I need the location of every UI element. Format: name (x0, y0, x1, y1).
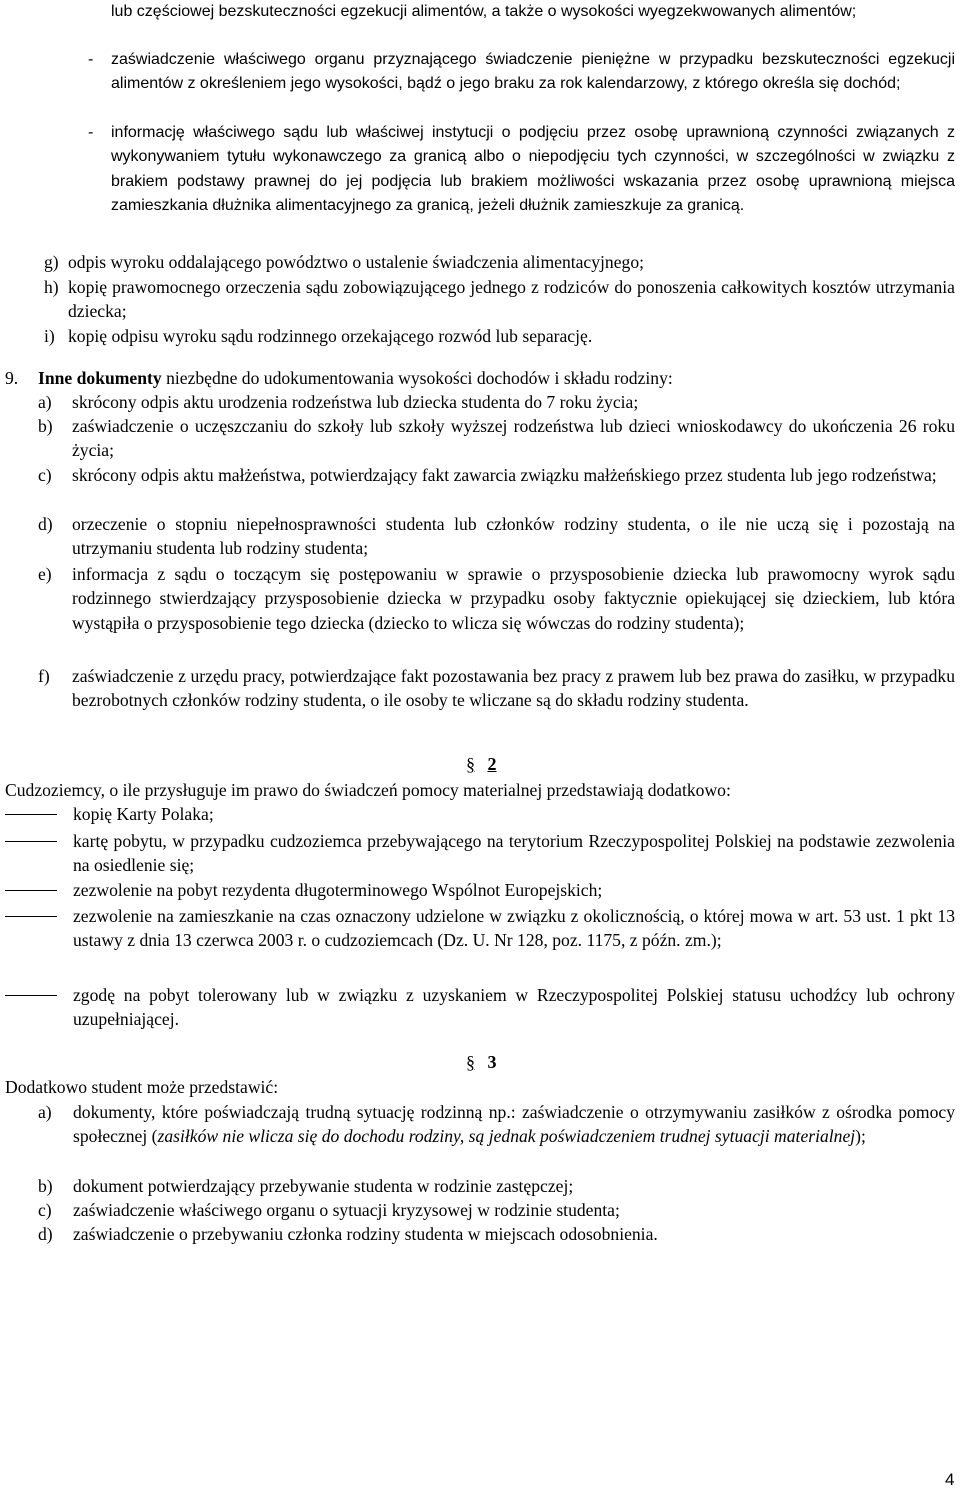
dash-marker: - (88, 51, 94, 68)
item-text-italic: zasiłków nie wlicza się do dochodu rodziny, są jednak poświadczeniem trudnej sytuacji materialnej (157, 1126, 856, 1147)
paragraph-sign: § (466, 1052, 475, 1072)
item-text: zezwolenie na pobyt rezydenta długoterminowego Wspólnot Europejskich; (73, 880, 603, 900)
item-text: zaświadczenie z urzędu pracy, potwierdzające fakt pozostawania bez pracy z prawem lub bez prawa do zasiłku, w przypadku bezrobotnych członków rodziny studenta, o ile osoby te wliczane są do składu rodziny studenta. (72, 666, 955, 711)
section-9-lead-bold: Inne dokumenty (38, 368, 162, 388)
item-text: kartę pobytu, w przypadku cudzoziemca przebywającego na terytorium Rzeczypospolitej Polskiej na podstawie zezwolenia na osiedlenie się; (73, 831, 955, 876)
paragraph-number: 3 (487, 1052, 497, 1072)
paragraph-2-heading (466, 752, 497, 776)
item-marker: i) (44, 326, 55, 346)
item-marker: b) (38, 1176, 53, 1196)
item-marker: g) (44, 252, 59, 272)
item-marker: f) (38, 666, 50, 686)
item-marker: c) (38, 465, 52, 485)
item-text: skrócony odpis aktu małżeństwa, potwierdzający fakt zawarcia związku małżeńskiego przez studenta lub jego rodzeństwa; (72, 465, 937, 485)
item-marker: e) (38, 564, 52, 584)
page-number: 4 (945, 1470, 955, 1489)
paragraph-2-intro: Cudzoziemcy, o ile przysługuje im prawo do świadczeń pomocy materialnej przedstawiają dodatkowo: (5, 780, 731, 800)
item-text-regular: dokumenty, które poświadczają trudną sytuację rodzinną np.: zaświadczenie o otrzymywaniu zasiłków z ośrodka pomocy społecznej ( (73, 1102, 955, 1147)
item-text: kopię odpisu wyroku sądu rodzinnego orzekającego rozwód lub separację. (68, 326, 593, 346)
paragraph-3-intro: Dodatkowo student może przedstawić: (5, 1077, 279, 1097)
item-marker: a) (38, 1102, 52, 1122)
dash-marker: - (88, 124, 94, 141)
item-marker: d) (38, 1224, 53, 1244)
paragraph-sign: § (466, 754, 475, 774)
item-text: zaświadczenie właściwego organu o sytuacji kryzysowej w rodzinie studenta; (73, 1200, 620, 1220)
dash-item-text: zaświadczenie właściwego organu przyznającego świadczenie pieniężne w przypadku bezskuteczności egzekucji alimentów z określeniem jego wysokości, bądź o jego braku za rok kalendarzowy, z którego określa się dochód; (111, 51, 955, 93)
item-text: dokument potwierdzający przebywanie studenta w rodzinie zastępczej; (73, 1176, 574, 1196)
item-text: orzeczenie o stopniu niepełnosprawności studenta lub członków rodziny studenta, o ile nie uczą się i pozostają na utrzymaniu studenta lub rodziny studenta; (72, 514, 955, 559)
item-text: zaświadczenie o przebywaniu członka rodziny studenta w miejscach odosobnienia. (73, 1224, 658, 1244)
long-dash-marker (5, 995, 57, 996)
item-text-tail: ); (855, 1126, 866, 1147)
paragraph-number: 2 (487, 754, 497, 774)
long-dash-marker (5, 890, 57, 891)
section-9-lead-rest: niezbędne do udokumentowania wysokości dochodów i składu rodziny: (161, 368, 673, 388)
item-text: zezwolenie na zamieszkanie na czas oznaczony udzielone w związku z okolicznością, o której mowa w art. 53 ust. 1 pkt 13 ustawy z dnia 13 czerwca 2003 r. o cudzoziemcach (Dz. U. Nr 128, poz. 1175, z późn. zm.); (73, 906, 955, 951)
item-text: kopię prawomocnego orzeczenia sądu zobowiązującego jednego z rodziców do ponoszenia całkowitych kosztów utrzymania dziecka; (68, 277, 955, 322)
item-text: skrócony odpis aktu urodzenia rodzeństwa lub dziecka studenta do 7 roku życia; (72, 392, 639, 412)
item-marker: h) (44, 277, 59, 297)
long-dash-marker (5, 841, 57, 842)
item-marker: b) (38, 416, 53, 436)
long-dash-marker (5, 814, 57, 815)
item-text: odpis wyroku oddalającego powództwo o ustalenie świadczenia alimentacyjnego; (68, 252, 645, 272)
paragraph-3-heading (466, 1050, 497, 1074)
long-dash-marker (5, 916, 57, 917)
item-text: zgodę na pobyt tolerowany lub w związku z uzyskaniem w Rzeczypospolitej Polskiej statusu uchodźcy lub ochrony uzupełniającej. (73, 985, 955, 1030)
section-number: 9. (5, 368, 19, 388)
item-text: zaświadczenie o uczęszczaniu do szkoły lub szkoły wyższej rodzeństwa lub dzieci wnioskodawcy do ukończenia 26 roku życia; (72, 416, 955, 461)
continuation-line: lub częściowej bezskuteczności egzekucji alimentów, a także o wysokości wyegzekwowanych alimentów; (111, 3, 857, 20)
item-text: kopię Karty Polaka; (73, 804, 214, 824)
item-marker: c) (38, 1200, 52, 1220)
item-text (73, 1100, 955, 1149)
section-9-lead (38, 366, 955, 390)
item-marker: d) (38, 514, 53, 534)
section-8-continuation (111, 0, 955, 24)
item-marker: a) (38, 392, 52, 412)
dash-item-text: informację właściwego sądu lub właściwej instytucji o podjęciu przez osobę uprawnioną czynności związanych z wykonywaniem tytułu wykonawczego za granicą albo o niepodjęciu tych czynności, w szczególności w związku z brakiem podstawy prawnej do jej podjęcia lub brakiem możliwości wskazania przez osobę uprawnioną miejsca zamieszkania dłużnika alimentacyjnego za granicą, jeżeli dłużnik zamieszkuje za granicą. (111, 124, 955, 215)
item-text: informacja z sądu o toczącym się postępowaniu w sprawie o przysposobienie dziecka lub prawomocny wyrok sądu rodzinnego stwierdzający przysposobienie dziecka w przypadku osoby faktycznie opiekującej się dzieckiem, lub która wystąpiła o przysposobienie tego dziecka (dziecko to wlicza się wówczas do rodziny studenta); (72, 564, 955, 633)
